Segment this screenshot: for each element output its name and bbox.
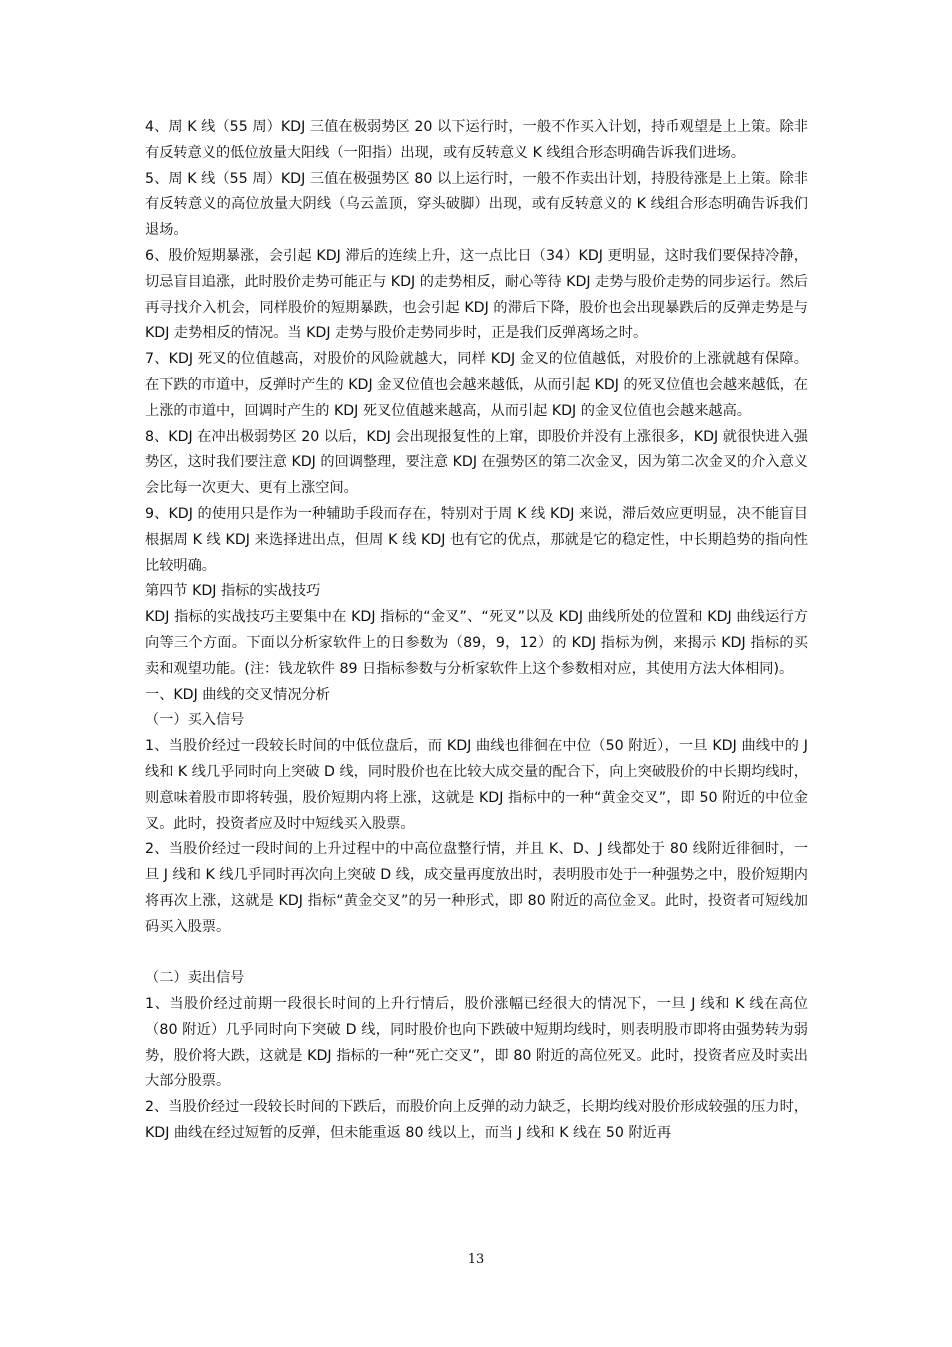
- paragraph-point-8: 8、KDJ 在冲出极弱势区 20 以后，KDJ 会出现报复性的上窜，即股价并没有上涨很多，KDJ 就很快进入强势区，这时我们要注意 KDJ 的回调整理，要注意 KDJ 在强势区的第二次金叉，因为第二次金叉的介入意义会比每一次更大、更有上涨空间。: [145, 428, 808, 497]
- page-number: 13: [467, 1252, 485, 1267]
- subsection-heading: 一、KDJ 曲线的交叉情况分析: [145, 686, 330, 703]
- buy-signal-1: 1、当股价经过一段较长时间的中低位盘后，而 KDJ 曲线也徘徊在中位（50 附近），一旦 KDJ 曲线中的 J 线和 K 线几乎同时向上突破 D 线，同时股价也在比较大成交量的配合下，向上突破股价的中长期均线时，则意味着股市即将转强，股价短期内将上涨，这就是 KDJ 指标中的一种“黄金交叉”，即 50 附近的中位金叉。此时，投资者应及时中短线买入股票。: [145, 738, 808, 832]
- paragraph-point-7: 7、KDJ 死叉的位值越高，对股价的风险就越大，同样 KDJ 金叉的位值越低，对股价的上涨就越有保障。在下跌的市道中，反弹时产生的 KDJ 金叉位值也会越来越低，从而引起 KDJ 的死叉位值也会越来越低，在上涨的市道中，回调时产生的 KDJ 死叉位值越来越高，从而引起 KDJ 的金叉位值也会越来越高。: [145, 351, 808, 419]
- buy-signal-2: 2、当股价经过一段时间的上升过程中的中高位盘整行情，并且 K、D、J 线都处于 80 线附近徘徊时，一旦 J 线和 K 线几乎同时再次向上突破 D 线，成交量再度放出时，表明股市处于一种强势之中，股价短期内将再次上涨，这就是 KDJ 指标“黄金交叉”的另一种形式，即 80 附近的高位金叉。此时，投资者可短线加码买入股票。: [145, 841, 808, 935]
- paragraph-point-9: 9、KDJ 的使用只是作为一种辅助手段而存在，特别对于周 K 线 KDJ 来说，滞后效应更明显，决不能盲目根据周 K 线 KDJ 来选择进出点，但周 K 线 KDJ 也有它的优点，那就是它的稳定性，中长期趋势的指向性比较明确。: [145, 505, 808, 574]
- blank-line: [145, 941, 808, 967]
- document-body: [145, 115, 808, 1147]
- sell-signal-heading: （二）卖出信号: [145, 970, 245, 987]
- sell-signal-2: 2、当股价经过一段较长时间的下跌后，而股价向上反弹的动力缺乏，长期均线对股价形成较强的压力时，KDJ 曲线在经过短暂的反弹，但未能重返 80 线以上，而当 J 线和 K 线在 50 附近再: [145, 1099, 808, 1142]
- buy-signal-heading: （一）买入信号: [145, 712, 245, 729]
- paragraph-point-4: 4、周 K 线（55 周）KDJ 三值在极弱势区 20 以下运行时，一般不作买入计划，持币观望是上上策。除非有反转意义的低位放量大阳线（一阳指）出现，或有反转意义 K 线组合形态明确告诉我们进场。: [145, 119, 808, 161]
- paragraph-point-6: 6、股价短期暴涨，会引起 KDJ 滞后的连续上升，这一点比日（34）KDJ 更明显，这时我们要保持冷静，切忌盲目追涨，此时股价走势可能正与 KDJ 的走势相反，耐心等待 KDJ 走势与股价走势的同步运行。然后再寻找介入机会，同样股价的短期暴跌，也会引起 KDJ 的滞后下降，股价也会出现暴跌后的反弹走势是与 KDJ 走势相反的情况。当 KDJ 走势与股价走势同步时，正是我们反弹离场之时。: [145, 247, 808, 342]
- section-heading: 第四节 KDJ 指标的实战技巧: [145, 583, 321, 600]
- paragraph-point-5: 5、周 K 线（55 周）KDJ 三值在极强势区 80 以上运行时，一般不作卖出计划，持股待涨是上上策。除非有反转意义的高位放量大阴线（乌云盖顶，穿头破脚）出现，或有反转意义的 K 线组合形态明确告诉我们退场。: [145, 170, 808, 239]
- section-intro: KDJ 指标的实战技巧主要集中在 KDJ 指标的“金叉”、“死叉”以及 KDJ 曲线所处的位置和 KDJ 曲线运行方向等三个方面。下面以分析家软件上的日参数为（89，9，12）的 KDJ 指标为例，来揭示 KDJ 指标的买卖和观望功能。(注：钱龙软件 89 日指标参数与分析家软件上这个参数相对应，其使用方法大体相同)。: [145, 609, 808, 677]
- sell-signal-1: 1、当股价经过前期一段很长时间的上升行情后，股价涨幅已经很大的情况下，一旦 J 线和 K 线在高位（80 附近）几乎同时向下突破 D 线，同时股价也向下跌破中短期均线时，则表明股市即将由强势转为弱势，股价将大跌，这就是 KDJ 指标的一种“死亡交叉”，即 80 附近的高位死叉。此时，投资者应及时卖出大部分股票。: [145, 996, 808, 1090]
